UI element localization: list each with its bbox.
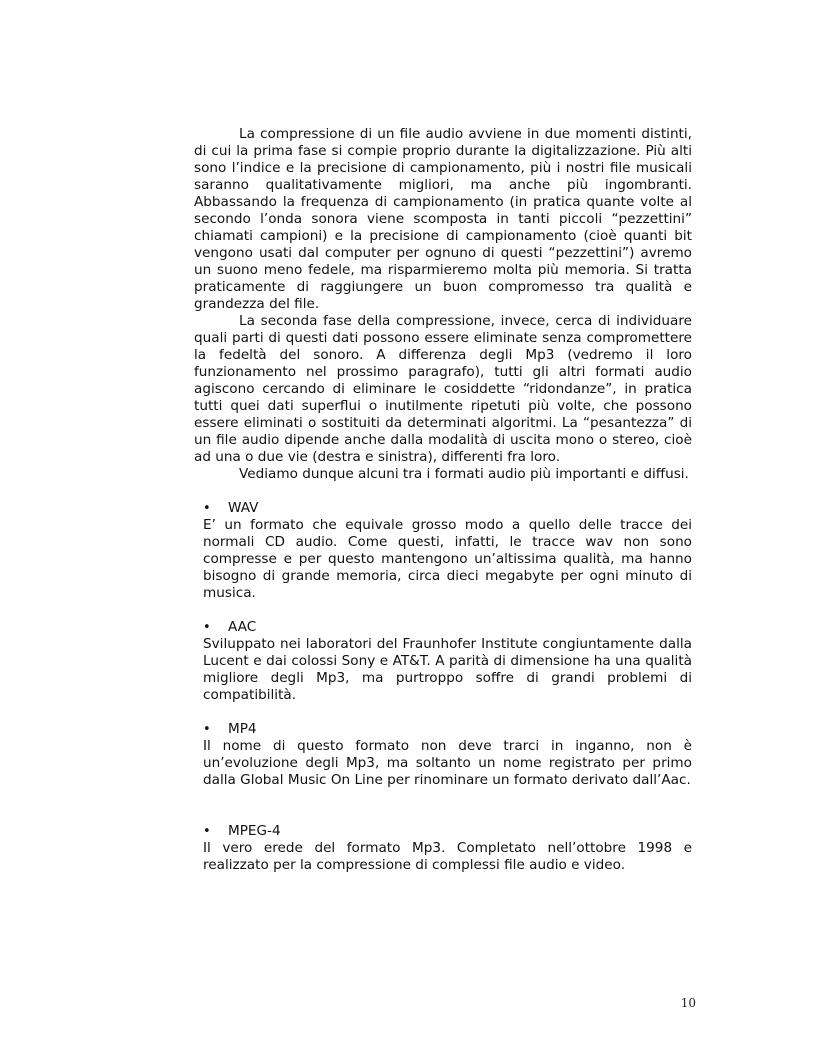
format-heading [203, 619, 692, 636]
page-number: 10 [680, 996, 696, 1010]
format-section-wav [203, 500, 692, 602]
format-section-mp4 [203, 721, 692, 789]
format-description: Sviluppato nei laboratori del Fraunhofer Institute congiuntamente dalla Lucent e dai colossi Sony e AT&T. A parità di dimensione ha una qualità migliore degli Mp3, ma purtroppo soffre di grandi problemi di compatibilità. [203, 636, 692, 703]
format-title: MPEG-4 [228, 823, 281, 839]
format-section-aac [203, 619, 692, 704]
paragraph-intro-3: Vediamo dunque alcuni tra i formati audio più importanti e diffusi. [239, 466, 689, 482]
format-description: Il nome di questo formato non deve trarci in inganno, non è un’evoluzione degli Mp3, ma soltanto un nome registrato per primo dalla Global Music On Line per rinominare un formato derivato dall’Aac. [203, 738, 692, 788]
format-description: E’ un formato che equivale grosso modo a quello delle tracce dei normali CD audio. Come questi, infatti, le tracce wav non sono compresse e per questo mantengono un’altissima qualità, ma hanno bisogno di grande memoria, circa dieci megabyte per ogni minuto di musica. [203, 517, 692, 601]
format-title: AAC [228, 619, 257, 635]
format-heading [203, 721, 692, 738]
format-description: Il vero erede del formato Mp3. Completato nell’ottobre 1998 e realizzato per la compressione di complessi file audio e video. [203, 840, 692, 873]
bullet-icon: • [203, 722, 211, 737]
format-heading [203, 823, 692, 840]
bullet-icon: • [203, 824, 211, 839]
format-heading [203, 500, 692, 517]
format-title: WAV [228, 500, 259, 516]
format-section-mpeg4 [203, 823, 692, 874]
document-body [194, 126, 692, 874]
format-title: MP4 [228, 721, 257, 737]
bullet-icon: • [203, 501, 211, 516]
paragraph-intro-1: La compressione di un file audio avviene in due momenti distinti, di cui la prima fase si compie proprio durante la digitalizzazione. Più alti sono l’indice e la precisione di campionamento, più i nostri file musicali saranno qualitativamente migliori, ma anche più ingombranti. Abbassando la frequenza di campionamento (in pratica quante volte al secondo l’onda sonora viene scomposta in tanti piccoli “pezzettini” chiamati campioni) e la precisione di campionamento (cioè quanti bit vengono usati dal computer per ognuno di questi “pezzettini”) avremo un suono meno fedele, ma risparmieremo molta più memoria. Si tratta praticamente di raggiungere un buon compromesso tra qualità e grandezza del file. [194, 126, 692, 312]
paragraph-intro-2: La seconda fase della compressione, invece, cerca di individuare quali parti di questi dati possono essere eliminate senza compromettere la fedeltà del sonoro. A differenza degli Mp3 (vedremo il loro funzionamento nel prossimo paragrafo), tutti gli altri formati audio agiscono cercando di eliminare le cosiddette “ridondanze”, in pratica tutti quei dati superflui o inutilmente ripetuti più volte, che possono essere eliminati o sostituiti da determinati algoritmi. La “pesantezza” di un file audio dipende anche dalla modalità di uscita mono o stereo, cioè ad una o due vie (destra e sinistra), differenti fra loro. [194, 313, 692, 465]
bullet-icon: • [203, 620, 211, 635]
